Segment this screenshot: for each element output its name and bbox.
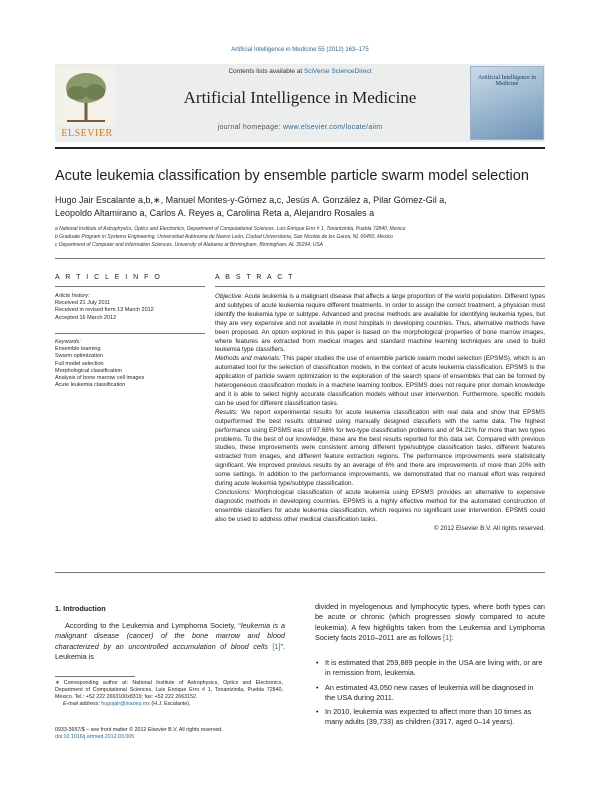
list-item: • It is estimated that 259,889 people in the USA are living with, or are in remission from, leukemia. [325,658,545,679]
results-label: Results: [215,408,238,416]
ref-1-link[interactable]: [1] [443,632,452,642]
corresponding-author-note: ∗ Corresponding author at: National Institute of Astrophysics, Optics and Electronics, Department of Computational Sciences, Luis Enrique Erro # 1, Tonantzintla, Puebla 72840, Mexico. Tel.: +52 222 2663100x8319; fax: +52 222 2663152. [55,680,283,700]
p2-text-a: divided in myelogenous and lymphocytic types, where both types can be acute or chronic (which progresses slowly compared to acute leukemia). A few highlights taken from the Leukemia and Lymphoma Society facts 2010–2011 are as follows [315,602,545,642]
homepage-prefix: journal homepage: [217,124,283,131]
section-heading: 1. Introduction [55,604,106,613]
journal-title: Artificial Intelligence in Medicine [183,88,417,107]
article-title: Acute leukemia classification by ensemble particle swarm model selection [55,168,529,184]
running-citation [0,47,600,53]
abstract-conclusions [215,489,545,525]
affiliation-rule [55,258,545,259]
affiliation-c: c Department of Computer and Information Sciences, University of Alabama at Birmingham, Birmingham, AL 35294, USA [55,242,323,248]
p1-text-a: According to the Leukemia and Lymphoma Society, “ [65,621,241,630]
conclusions-label: Conclusions: [215,488,252,496]
affiliation-a: a National Institute of Astrophysics, Optics and Electronics, Department of Computational Sciences, Luis Enrique Erro # 1, Tonantzintla, Puebla 72840, Mexico [55,226,406,232]
email-label: E-mail address: [63,701,102,707]
author-list [55,194,545,219]
abstract-rule [215,286,545,287]
keyword-item: Ensemble learning [55,346,101,353]
journal-homepage [130,124,470,131]
journal-cover-image [470,66,544,140]
methods-label: Methods and materials: [215,355,281,363]
article-history [55,293,205,322]
facts-list [315,658,545,732]
list-item: • An estimated 43,050 new cases of leukemia will be diagnosed in the USA during 2011. [325,683,545,704]
methods-text: This paper studies the use of ensemble particle swarm model selection (EPSMS), which is an automated tool for the selection of classification models, in the context of acute leukemia classification. EPSMS is the application of particle swarm optimization to the exploration of the search space of ensembles that can be formed by heterogeneous classification models in a machine learning toolbox. EPSMS does not require prior domain knowledge and it is able to select highly accurate classification models without user intervention. Furthermore, specific models can be used for different classification tasks. [215,355,545,407]
history-revised: Received in revised form 13 March 2012 [55,307,154,314]
copyright-notice: © 2012 Elsevier B.V. All rights reserved. [433,524,545,532]
affiliation-b: b Graduate Program in Systems Engineering, Universidad Autónoma de Nuevo León, Ciudad Universitaria, San Nicolás de los Garza, NL 66450, Mexico [55,234,393,240]
intro-paragraph-1 [55,621,285,662]
objective-label: Objective: [215,293,243,300]
keyword-item: Swarm optimization [55,353,103,360]
article-info-heading: A R T I C L E I N F O [55,274,162,281]
history-rule [55,333,205,334]
abstract-results [215,409,545,489]
email-suffix: (H.J. Escalante). [149,701,191,707]
authors-line-1: Hugo Jair Escalante a,b,∗, Manuel Montes-y-Gómez a,c, Jesús A. González a, Pilar Gómez-Gil a, [55,195,447,205]
footnote [55,680,283,708]
results-text: We report experimental results for acute leukemia classification with real data and show that EPSMS outperformed the best results obtained using manually designed classifiers with the same data. The highest performance using EPSMS was of 97.68% for two-type classification problems and of 94.21% for more than two types problems. To the best of our knowledge, these are the best results reported for this data set. Compared with previous studies, these improvements were consistent among different type/subtype classification tasks, different features extracted from images, and different feature extraction regions. The performance improvements were statistically significant. We improved previous results by an average of 6% and there are improvements of more than 20% with some settings. In addition to the performance improvements, we demonstrated that no manual effort was required during acute leukemia type/subtype classification. [215,408,545,488]
elsevier-tree-logo [57,66,115,126]
sciencedirect-link[interactable]: SciVerse ScienceDirect [303,68,372,75]
conclusions-text: Morphological classification of acute leukemia using EPSMS provides an alternative to expensive diagnostic methods in developing countries. EPSMS is a highly effective method for the automated construction of ensemble classifiers for acute leukemia classification, which requires no significant user intervention. EPSMS could also be used to address other medical classification tasks. [215,488,545,523]
intro-paragraph-2 [315,602,545,643]
citation-journal-link[interactable]: Artificial Intelligence in Medicine [231,47,317,53]
abstract-methods [215,355,545,408]
doi-link[interactable]: doi:10.1016/j.artmed.2012.03.005 [55,734,135,740]
email-link[interactable]: hugojair@inaoep.mx [101,701,150,707]
history-received: Received 21 July 2011 [55,300,111,307]
keywords-label: Keywords: [55,339,81,345]
article-info-rule [55,286,205,287]
p1-text-b: ”. Leukemia is [55,641,286,661]
masthead-rule [55,147,545,149]
email-line [55,701,283,708]
history-label: Article history: [55,293,90,299]
publisher-logo-text: ELSEVIER [61,128,113,139]
homepage-link[interactable]: www.elsevier.com/locate/aiim [282,124,383,131]
p1-quote: leukemia is a malignant disease (cancer) of the bone marrow and blood characterized by an uncontrolled accumulation of blood cells [55,621,285,651]
objective-text: Acute leukemia is a malignant disease that affects a large proportion of the world population. Different types and subtypes of acute leukemia require different treatments. In order to assign the correct treatment, a physician must identify the leukemia type or subtype. Advanced and precise methods are available for identifying leukemia types, but they are very expensive and not available in most hospitals in developing countries. Thus, alternative methods have been proposed. An option explored in this paper is based on the morphological properties of bone marrow images, where features are extracted from medical images and standard machine learning techniques are used to build leukemia type classifiers. [215,293,545,354]
keyword-item: Acute leukemia classification [55,382,126,389]
keywords-block [55,339,205,389]
keyword-item: Morphological classification [55,367,122,374]
contents-line [130,68,470,75]
abstract-end-rule [55,572,545,573]
citation-volume: 55 (2012) 163–175 [316,47,369,53]
abstract-objective [215,293,545,355]
history-accepted: Accepted 16 March 2012 [55,314,117,321]
list-item: • In 2010, leukemia was expected to affect more than 10 times as many adults (39,733) as children (3317, aged 0–14 years). [325,707,545,728]
p2-text-b: : [451,632,454,642]
ref-1-link[interactable]: [1] [267,641,281,651]
abstract-heading: A B S T R A C T [215,274,295,281]
front-matter [55,727,295,741]
authors-line-2: Leopoldo Altamirano a, Carlos A. Reyes a, Carolina Reta a, Alejandro Rosales a [55,207,375,218]
contents-prefix: Contents lists available at [228,68,304,75]
abstract-body [215,293,545,533]
cover-title: Artificial Intelligence in Medicine [478,75,536,87]
keyword-item: Analysis of bone marrow cell images [55,375,145,382]
issn-line: 0933-3657/$ – see front matter © 2012 Elsevier B.V. All rights reserved. [55,727,223,733]
footnote-rule [55,676,135,677]
keyword-item: Full model selection [55,360,104,367]
